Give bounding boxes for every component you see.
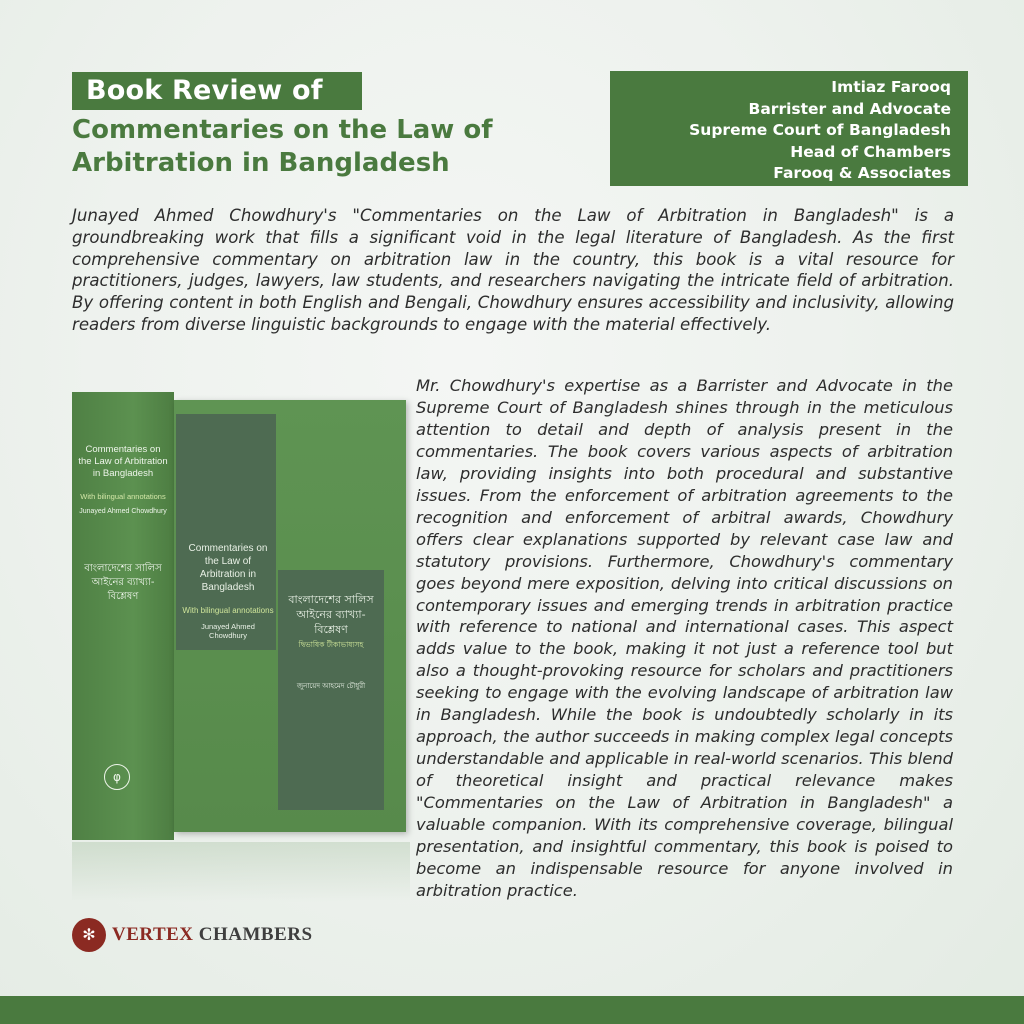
cover-title-bengali: বাংলাদেশের সালিস আইনের ব্যাখ্যা-বিশ্লেষণ [288, 593, 374, 636]
spine-subtitle: With bilingual annotations [80, 492, 166, 501]
book-cover-image [72, 392, 410, 842]
reviewer-position: Head of Chambers [790, 142, 951, 161]
book-spine [72, 392, 174, 840]
publisher-logo-icon: φ [104, 764, 130, 790]
book-title-heading: Commentaries on the Law of Arbitration in Bangladesh [72, 115, 493, 178]
cover-author: Junayed Ahmed Chowdhury [201, 622, 255, 640]
vertex-chambers-logo [72, 918, 312, 954]
brand-name-part2: CHAMBERS [198, 924, 313, 945]
intro-paragraph: Junayed Ahmed Chowdhury's "Commentaries on the Law of Arbitration in Bangladesh" is a groundbreaking work that fills a significant void in the legal literature of Bangladesh. As the first comprehensive commentary on arbitration law in the country, this book is a vital resource for practitioners, judges, lawyers, law students, and researchers navigating the intricate field of arbitration. By offering content in both English and Bengali, Chowdhury ensures accessibility and inclusivity, allowing readers from diverse linguistic backgrounds to engage with the material effectively. [72, 206, 954, 334]
reviewer-firm: Farooq & Associates [773, 164, 951, 182]
book-reflection [72, 842, 410, 902]
reviewer-court: Supreme Court of Bangladesh [689, 121, 951, 139]
cover-english-panel [176, 414, 276, 650]
book-review-badge: Book Review of [72, 72, 362, 110]
cover-bengali-panel [278, 570, 384, 810]
cover-title: Commentaries on the Law of Arbitration in Bangladesh [188, 543, 268, 593]
vertex-emblem-icon: ✻ [72, 918, 106, 952]
reviewer-info-box [610, 71, 968, 186]
brand-name [112, 924, 313, 946]
cover-subtitle-bengali: দ্বিভাষিক টীকাভাষ্যসহ [298, 640, 364, 649]
spine-title: Commentaries on the Law of Arbitration in Bangladesh [78, 444, 168, 479]
footer-bar [0, 996, 1024, 1024]
review-body-paragraph: Mr. Chowdhury's expertise as a Barrister and Advocate in the Supreme Court of Bangladesh shines through in the meticulous attention to detail and depth of analysis present in the commentaries. The book covers various aspects of arbitration law, providing insights into both procedural and substantive issues. From the enforcement of arbitration agreements to the recognition and enforcement of arbitral awards, Chowdhury offers clear explanations supported by relevant case law and statutory provisions. Furthermore, Chowdhury's commentary goes beyond mere exposition, delving into critical discussions on contemporary issues and emerging trends in arbitration practice with reference to national and international cases. This aspect adds value to the book, making it not just a reference tool but also a thought-provoking resource for scholars and practitioners seeking to engage with the evolving landscape of arbitration law in Bangladesh. While the book is undoubtedly scholarly in its approach, the author succeeds in making complex legal concepts understandable and applicable in real-world scenarios. This blend of theoretical insight and practical relevance makes "Commentaries on the Law of Arbitration in Bangladesh" a valuable companion. With its comprehensive coverage, bilingual presentation, and insightful commentary, this book is poised to become an indispensable resource for anyone involved in arbitration practice. [416, 376, 953, 900]
cover-subtitle: With bilingual annotations [182, 606, 274, 615]
spine-title-bengali: বাংলাদেশের সালিস আইনের ব্যাখ্যা-বিশ্লেষণ [84, 563, 162, 602]
spine-author: Junayed Ahmed Chowdhury [79, 508, 167, 515]
reviewer-name: Imtiaz Farooq [831, 78, 951, 96]
cover-author-bengali: জুনায়েদ আহমেদ চৌধুরী [296, 682, 366, 690]
book-front-cover [174, 400, 406, 832]
brand-name-part1: VERTEX [112, 924, 194, 945]
reviewer-role: Barrister and Advocate [748, 99, 951, 118]
